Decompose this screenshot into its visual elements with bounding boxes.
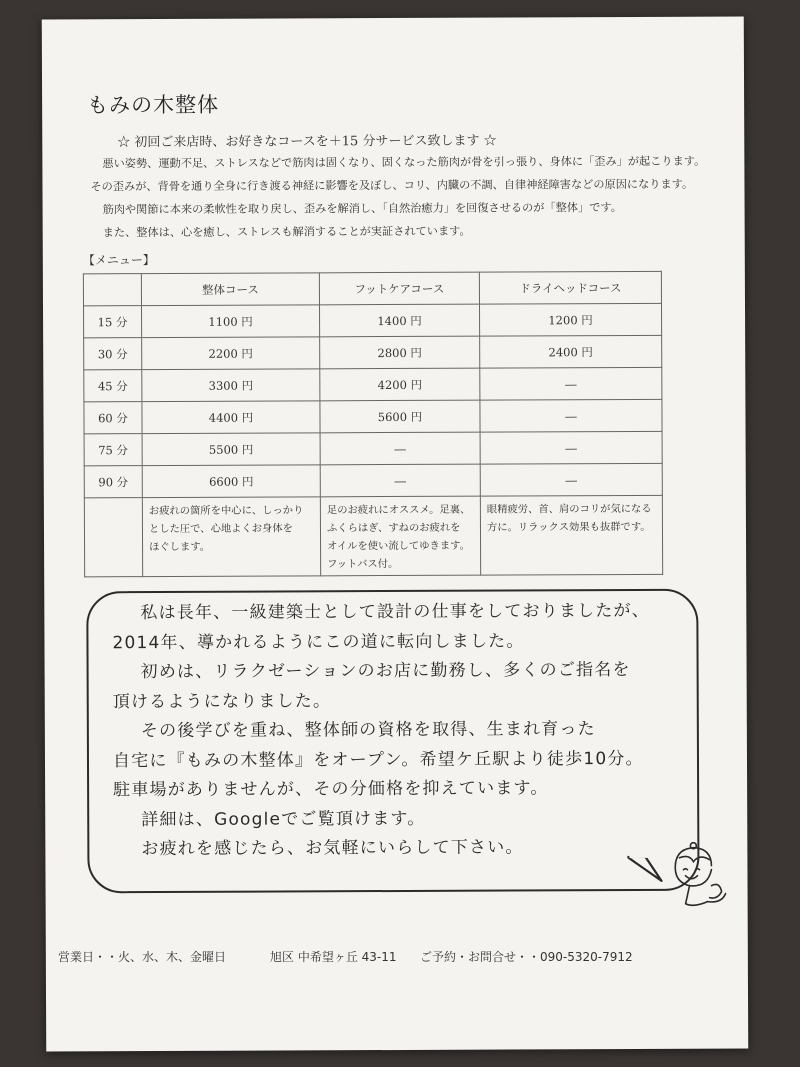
table-row — [84, 463, 662, 498]
menu-label: 【メニュー】 — [82, 253, 155, 268]
header-cell — [83, 274, 141, 306]
price-cell: ― — [320, 464, 480, 497]
price-cell: 5600 円 — [320, 400, 480, 433]
table-header-row — [83, 271, 661, 306]
desc-line: 眼精疲労、首、肩のコリが気になる — [486, 502, 652, 516]
price-cell: 1400 円 — [319, 304, 479, 337]
price-cell: 5500 円 — [142, 433, 320, 466]
time-cell: 75 分 — [84, 434, 142, 466]
price-cell: 2800 円 — [320, 336, 480, 369]
seitai-description — [142, 497, 320, 577]
price-cell: 2400 円 — [480, 335, 662, 368]
price-cell: ― — [480, 431, 662, 464]
intro-line: 悪い姿勢、運動不足、ストレスなどで筋肉は固くなり、固くなった筋肉が骨を引っ張り、身体に「歪み」が起こります。 — [102, 154, 706, 171]
foot-description — [320, 496, 480, 576]
menu-table — [83, 271, 663, 578]
header-cell: 整体コース — [141, 273, 319, 306]
price-cell: ― — [320, 432, 480, 465]
table-row — [84, 335, 662, 370]
desc-line: オイルを使い流してゆきます。 — [327, 539, 470, 553]
price-cell: ― — [480, 399, 662, 432]
price-cell: ― — [480, 367, 662, 400]
message-line: 2014年、導かれるようにこの道に転向しました。 — [112, 630, 525, 653]
price-cell: 1100 円 — [142, 305, 320, 338]
table-row — [84, 399, 662, 434]
message-line: 駐車場がありませんが、その分価格を抑えています。 — [113, 778, 549, 801]
message-line: 頂けるようになりました。 — [112, 690, 332, 712]
promo-text: ☆ 初回ご来店時、お好きなコースを＋15 分サービス致します ☆ — [117, 133, 497, 151]
time-cell: 30 分 — [84, 338, 142, 370]
message-line: その後学びを重ね、整体師の資格を取得、生まれ育った — [140, 719, 596, 742]
header-cell: ドライヘッドコース — [479, 271, 661, 304]
time-cell: 15 分 — [84, 306, 142, 338]
header-cell: フットケアコース — [319, 272, 479, 305]
price-cell: 3300 円 — [142, 369, 320, 402]
price-cell: ― — [480, 463, 662, 496]
time-cell: 90 分 — [84, 466, 142, 498]
price-cell: 2200 円 — [142, 337, 320, 370]
contact-phone: ご予約・お問合せ・・090-5320-7912 — [420, 950, 633, 964]
intro-line: また、整体は、心を癒し、ストレスも解消することが実証されています。 — [102, 224, 471, 240]
intro-line: その歪みが、背骨を通り全身に行き渡る神経に影響を及ぼし、コリ、内臓の不調、自律神経障害などの原因になります。 — [90, 177, 694, 194]
table-row — [84, 367, 662, 402]
desc-line: ほぐします。 — [149, 540, 211, 554]
head-description — [480, 495, 662, 575]
desc-line: とした圧で、心地よくお身体を — [148, 522, 293, 536]
time-cell: 60 分 — [84, 402, 142, 434]
desc-line: 方に。リラックス効果も抜群です。 — [486, 520, 651, 534]
handwritten-message — [112, 597, 693, 865]
price-cell: 4200 円 — [320, 368, 480, 401]
message-line: 私は長年、一級建築士として設計の仕事をしておりましたが、 — [140, 600, 650, 624]
table-row — [84, 303, 662, 338]
message-line: お疲れを感じたら、お気軽にいらして下さい。 — [141, 837, 524, 860]
business-days: 営業日・・火、水、木、金曜日 — [58, 950, 227, 964]
price-cell: 6600 円 — [142, 465, 320, 498]
address: 旭区 中希望ヶ丘 43-11 — [270, 950, 397, 964]
message-line: 初めは、リラクゼーションのお店に勤務し、多くのご指名を — [140, 659, 631, 683]
desc-line: お疲れの箇所を中心に、しっかり — [148, 504, 304, 518]
description-row — [84, 495, 662, 577]
price-cell: 4400 円 — [142, 401, 320, 434]
intro-line: 筋肉や関節に本来の柔軟性を取り戻し、歪みを解消し、「自然治癒力」を回復させるのが「整体」です。 — [102, 201, 622, 217]
desc-line: フットバス付。 — [327, 557, 399, 571]
smiling-person-icon — [663, 842, 738, 917]
page-title: もみの木整体 — [87, 92, 220, 118]
table-row — [84, 431, 662, 466]
desc-line: 足のお疲れにオススメ。足裏、 — [326, 503, 471, 517]
price-cell: 1200 円 — [479, 303, 661, 336]
time-cell: 45 分 — [84, 370, 142, 402]
desc-line: ふくらはぎ、すねのお疲れを — [326, 521, 461, 535]
message-line: 自宅に『もみの木整体』をオープン。希望ケ丘駅より徒歩10分。 — [112, 748, 644, 771]
message-line: 詳細は、Googleでご覧頂けます。 — [141, 808, 426, 830]
intro-text — [90, 150, 730, 245]
flyer-paper — [42, 16, 748, 1051]
